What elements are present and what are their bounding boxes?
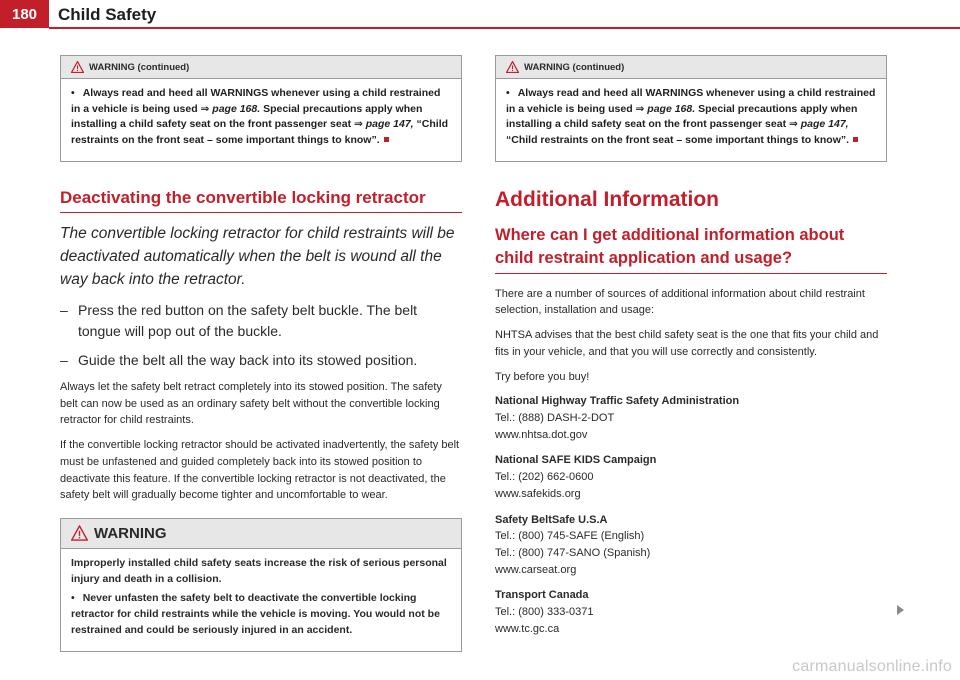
warning-text-lead: Always read and heed all WARNINGS whenever using a child restrained in a vehicle is being used [506,87,876,115]
warning-triangle-icon [71,61,84,73]
org-name: National Highway Traffic Safety Administration [495,395,740,408]
org-phone: Tel.: (800) 747-SANO (Spanish) [495,547,651,559]
org-name: National SAFE KIDS Campaign [495,454,657,467]
section-title-deactivating: Deactivating the convertible locking retractor [60,188,426,208]
org-phone: Tel.: (800) 745-SAFE (English) [495,530,645,543]
warning-text-mid: Special precautions apply when installing a child safety seat on the front passenger seat [506,102,858,131]
org-phone: Tel.: (888) DASH-2-DOT [495,411,615,424]
org-website-link[interactable]: www.safekids.org [495,487,581,500]
body-paragraph: Always let the safety belt retract completely into its stowed position. The safety belt can now be used as an ordinary safety belt without the convertible locking retractor for child restraints. [60,380,442,427]
warning-continued-text [506,86,876,148]
page-ref-link[interactable]: page 147, [800,118,849,131]
warning-body [61,549,461,651]
warning-text-mid: Special precautions apply when installing a child safety seat on the front passenger seat [71,102,423,131]
page-ref-link[interactable]: page 147, [365,118,414,131]
body-paragraph: There are a number of sources of additional information about child restraint selection, installation and usage: [495,287,865,317]
section-title-additional: Additional Information [495,188,719,212]
org-entry [495,587,887,637]
org-website-link[interactable]: www.carseat.org [495,563,577,576]
warning-continued-header [496,56,886,79]
ref-arrow-icon: ⇒ [200,102,210,115]
warning-continued-header [61,56,461,79]
org-website-link[interactable]: www.tc.gc.ca [495,622,560,635]
end-square-icon [853,137,858,142]
warning-continued-body [61,79,461,161]
page-header [0,0,960,30]
warning-header [61,519,461,549]
header-rule [49,27,960,29]
chapter-title: Child Safety [58,5,157,24]
org-phone: Tel.: (800) 333-0371 [495,606,594,619]
warning-continued-label: WARNING (continued) [524,61,625,73]
org-name: Safety BeltSafe U.S.A [495,513,608,526]
warning-text-lead: Always read and heed all WARNINGS whenever using a child restrained in a vehicle is being used [71,87,441,115]
left-column [60,55,462,652]
org-entry [495,512,887,579]
step-item: – Guide the belt all the way back into its stowed position. [60,350,462,371]
warning-line: • Never unfasten the safety belt to deactivate the convertible locking retractor for child restraints while the vehicle is moving. You would not be restrained and could be seriously injured in an accident. [71,591,451,638]
next-page-arrow-icon[interactable] [897,605,904,615]
section-intro: The convertible locking retractor for child restraints will be deactivated automatically when the belt is wound all the way back into the retractor. [60,225,455,288]
org-phone: Tel.: (202) 662-0600 [495,471,594,484]
subsection-title: Where can I get additional information about child restraint application and usage? [495,226,845,267]
warning-continued-text [71,86,451,148]
warning-text-tail: “Child restraints on the front seat – some important things to know”. [506,133,850,146]
ref-arrow-icon: ⇒ [635,102,645,115]
ref-arrow-icon: ⇒ [789,118,798,131]
body-paragraph: Try before you buy! [495,370,590,383]
warning-label: WARNING [94,524,167,542]
section-rule [60,212,462,213]
warning-continued-label: WARNING (continued) [89,61,190,73]
page-ref-link[interactable]: page 168. [212,102,261,115]
page-number: 180 [0,0,49,28]
watermark: carmanualsonline.info [792,658,952,675]
org-entry [495,452,887,502]
end-square-icon [384,137,389,142]
warning-triangle-icon [506,61,519,73]
org-name: Transport Canada [495,589,589,602]
body-paragraph: If the convertible locking retractor should be activated inadvertently, the safety belt must be unfastened and guided completely back into its stowed position to deactivate this feature. If the convertible locking retractor is not deactivated, the safety belt will gradually become tighter and uncomfortable to wear. [60,439,460,502]
warning-continued-box-left [60,55,462,162]
step-item: – Press the red button on the safety belt buckle. The belt tongue will pop out of the buckle. [60,300,462,342]
ref-arrow-icon: ⇒ [354,118,363,131]
warning-line: Improperly installed child safety seats increase the risk of serious personal injury and death in a collision. [71,556,447,585]
subsection-rule [495,273,887,274]
warning-text-tail: “Child restraints on the front seat – some important things to know”. [71,118,449,146]
warning-continued-body [496,79,886,161]
warning-triangle-icon [71,525,88,541]
warning-box-main [60,518,462,652]
page-ref-link[interactable]: page 168. [647,102,696,115]
warning-continued-box-right [495,55,887,162]
org-entry [495,393,887,443]
body-paragraph: NHTSA advises that the best child safety seat is the one that fits your child and fits in your vehicle, and that you will use correctly and consistently. [495,329,879,358]
right-column [495,55,887,647]
org-website-link[interactable]: www.nhtsa.dot.gov [495,428,588,441]
